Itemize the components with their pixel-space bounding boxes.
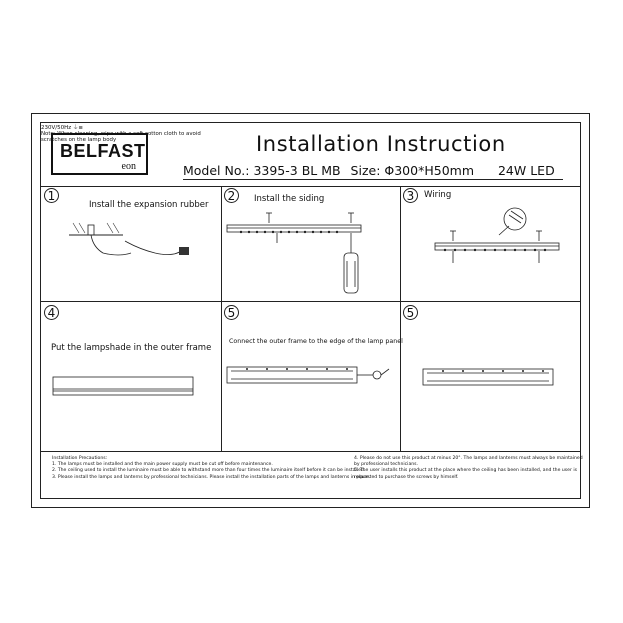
- cleaning-note-1: Note: When cleaning, wipe with a soft cotton cloth to avoid: [41, 131, 201, 137]
- grid-col-1: [221, 186, 222, 451]
- precaution-3: 3. Please install the lamps and lanterns by professional technicians. Please install the installation parts of the lamps and lanterns in place.: [52, 474, 371, 480]
- page-title: Installation Instruction: [256, 132, 506, 156]
- step-3-label: Wiring: [424, 190, 452, 200]
- precautions-left: [52, 456, 370, 481]
- size-spec: Size: Φ300*H50mm: [350, 163, 474, 178]
- step-5b-number: 5: [403, 305, 418, 320]
- power-spec: 24W LED: [497, 163, 555, 178]
- cleaning-note-2: scratches on the lamp body: [41, 137, 117, 143]
- grid-line-bottom: [41, 451, 580, 452]
- precautions-heading: Installation Precautions:: [52, 456, 108, 461]
- step-4-label: Put the lampshade in the outer frame: [51, 343, 212, 353]
- siding-diagram: [227, 209, 377, 303]
- step-1-number: 1: [44, 188, 59, 203]
- precaution-2: 2. The ceiling used to install the luminaire must be able to withstand more than four times the luminaire itself before it can be installed.: [52, 468, 366, 474]
- instruction-sheet: [31, 113, 590, 508]
- step-5-number: 5: [224, 305, 239, 320]
- step-3-number: 3: [403, 188, 418, 203]
- model-number: Model No.: 3395-3 BL MB: [183, 163, 341, 178]
- precaution-4: 4. Please do not use this product at minus 20°. The lamps and lanterns must always be maintained: [354, 456, 583, 461]
- brand-logo: [51, 133, 148, 175]
- precaution-1: 1. The lamps must be installed and the main power supply must be cut off before maintenance.: [52, 462, 273, 468]
- grid-col-2: [400, 186, 401, 451]
- step-1-label: Install the expansion rubber: [89, 200, 209, 210]
- lampshade-diagram: [53, 369, 198, 399]
- logo-sub: eon: [121, 161, 136, 172]
- model-underline: [183, 179, 563, 180]
- logo-name: BELFAST: [60, 141, 146, 161]
- step-5-label: Connect the outer frame to the edge of the lamp panel: [229, 338, 403, 345]
- step-2-number: 2: [224, 188, 239, 203]
- grid-line-top: [41, 186, 580, 187]
- inner-frame: [40, 122, 581, 499]
- step-4-number: 4: [44, 305, 59, 320]
- precaution-5-cont: requested to purchase the screws by himself.: [354, 474, 459, 480]
- precaution-4-cont: by professional technicians.: [354, 462, 419, 468]
- wiring-diagram: [433, 201, 578, 271]
- precautions-right: [354, 456, 583, 481]
- precaution-5: 5. The user installs this product at the place where the ceiling has been installed, and the user is: [354, 468, 578, 474]
- expansion-rubber-diagram: [69, 219, 209, 269]
- finished-lamp-diagram: [423, 361, 563, 401]
- model-row: [183, 163, 561, 178]
- step-2-label: Install the siding: [254, 194, 325, 204]
- outer-frame-diagram: [227, 359, 397, 399]
- step-1-annotation: 230V/50Hz ⏚≡: [41, 125, 83, 131]
